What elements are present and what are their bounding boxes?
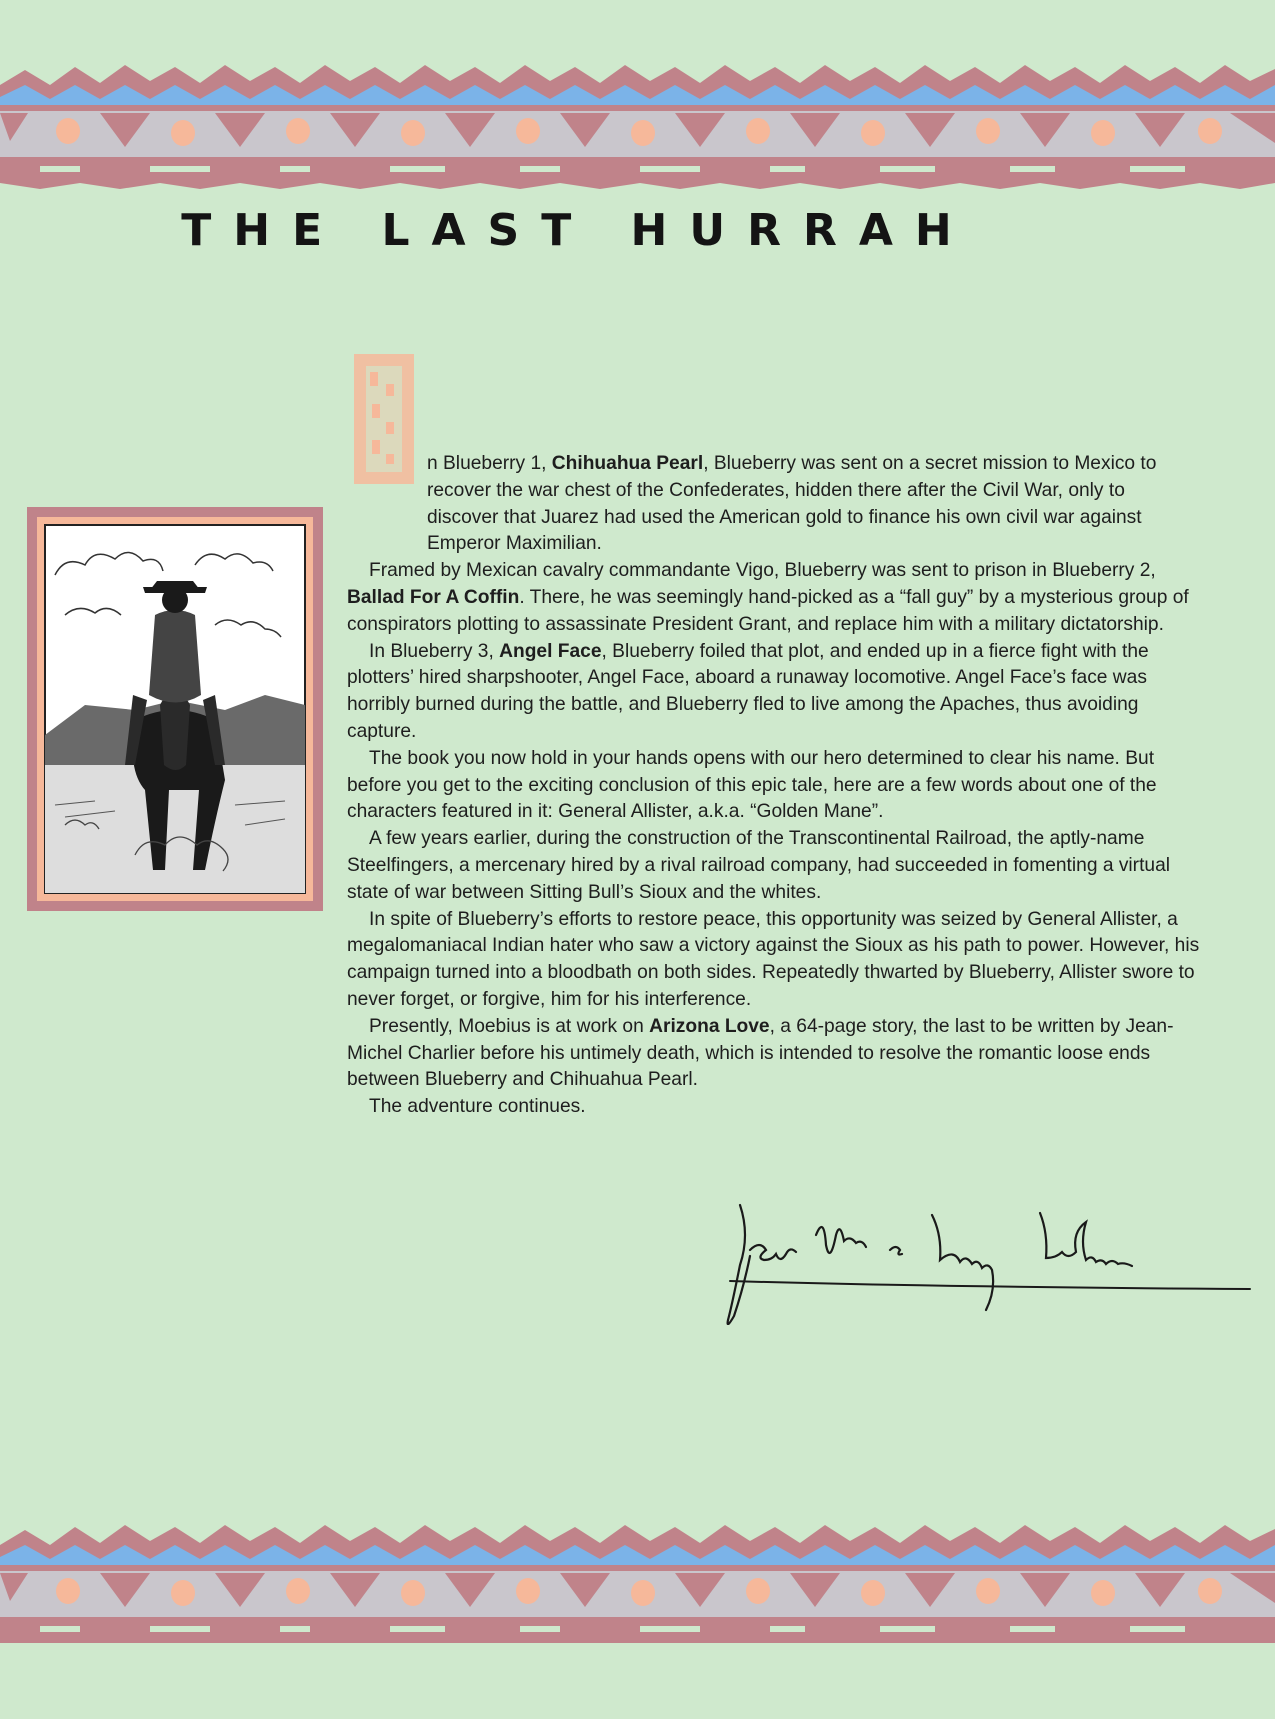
article-paragraph: In spite of Blueberry’s efforts to restore peace, this opportunity was seized by General Allister, a megalomaniacal Indian hater who saw a victory against the Sioux as his path to power. However, his campaign turned into a bloodbath on both sides. Repeatedly thwarted by Blueberry, Allister swore to never forget, or forgive, him for his interference. [347,908,1200,1010]
cowboy-on-horse-drawing-icon [25,505,325,913]
top-decorative-border [0,55,1275,205]
author-signature [720,1195,1260,1325]
article-paragraph: Presently, Moebius is at work on Arizona Love, a 64-page story, the last to be written by Jean-Michel Charlier before his untimely death, which is intended to resolve the romantic loose ends between Blueberry and Chihuahua Pearl. [347,1015,1174,1091]
article-paragraph: n Blueberry 1, Chihuahua Pearl, Blueberry was sent on a secret mission to Mexico to recover the war chest of the Confederates, hidden there after the Civil War, only to discover that Juarez had used the American gold to finance his own civil war against Emperor Maximilian. [427,453,1157,555]
article-paragraph: The book you now hold in your hands opens with our hero determined to clear his name. But before you get to the exciting conclusion of this epic tale, here are a few words about one of the characters featured in it: General Allister, a.k.a. “Golden Mane”. [347,747,1157,823]
article-paragraph: Framed by Mexican cavalry commandante Vigo, Blueberry was sent to prison in Blueberry 2, Ballad For A Coffin. There, he was seemingly hand-picked as a “fall guy” by a mysterious group of conspirators plotting to assassinate President Grant, and replace him with a military dictatorship. [347,560,1189,635]
book-title-angel-face: Angel Face [499,640,602,662]
signature-icon [720,1195,1260,1325]
book-title-ballad-for-a-coffin: Ballad For A Coffin [347,586,520,608]
book-title-chihuahua-pearl: Chihuahua Pearl [551,453,704,474]
book-title-arizona-love: Arizona Love [649,1015,770,1037]
article-paragraph: A few years earlier, during the construction of the Transcontinental Railroad, the aptly-name Steelfingers, a mercenary hired by a rival railroad company, had succeeded in fomenting a virtual state of war between Sitting Bull’s Sioux and the whites. [347,828,1171,903]
article-body [347,451,1200,1121]
southwestern-border-icon [0,55,1275,205]
bottom-decorative-border [0,1515,1275,1665]
southwestern-border-icon [0,1515,1275,1665]
cowboy-illustration [25,505,325,913]
page-title: THE LAST HURRAH [181,205,974,256]
article-paragraph: In Blueberry 3, Angel Face, Blueberry foiled that plot, and ended up in a fierce fight with the plotters’ hired sharpshooter, Angel Face, aboard a runaway locomotive. Angel Face’s face was horribly burned during the battle, and Blueberry fled to live among the Apaches, thus avoiding capture. [347,640,1149,742]
article-paragraph: The adventure continues. [369,1096,586,1118]
